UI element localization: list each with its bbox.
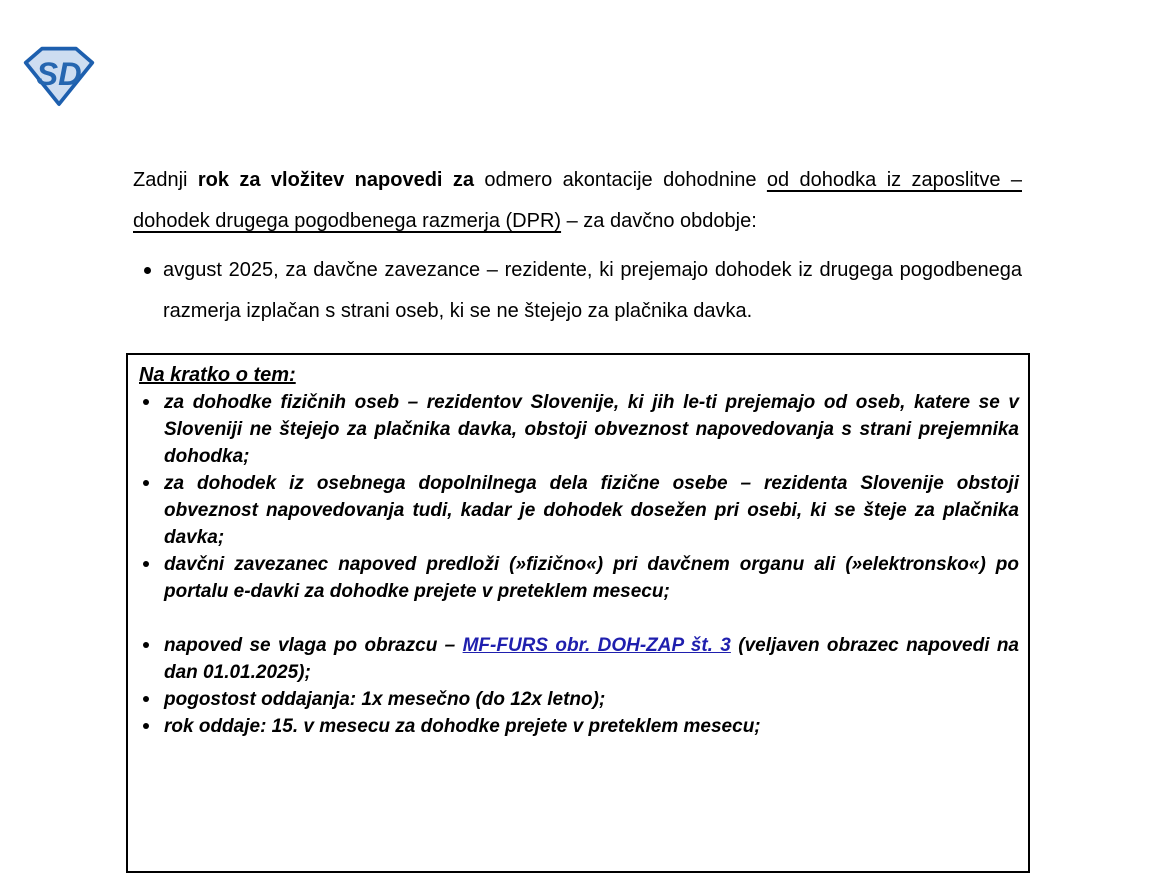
logo-letters: SD — [36, 55, 82, 92]
intro-seg-5: – za davčno obdobje: — [561, 210, 757, 232]
intro-seg-3: odmero akontacije dohodnine — [474, 169, 767, 191]
bullet-icon — [143, 399, 149, 405]
bullet-icon — [143, 723, 149, 729]
list-item — [139, 686, 1019, 713]
list-item-text: za dohodke fizičnih oseb – rezidentov Slovenije, ki jih le-ti prejemajo od oseb, katere se v Sloveniji ne štejejo za plačnika davka, obstoji obveznost napovedovanja s strani prejemnika dohodka; — [164, 392, 1019, 467]
list-item-avgust-2025 — [133, 250, 1022, 332]
list-item-text: pogostost oddajanja: 1x mesečno (do 12x letno); — [164, 689, 606, 710]
list-item-text: rok oddaje: 15. v mesecu za dohodke prejete v preteklem mesecu; — [164, 716, 761, 737]
list-item-text: za dohodek iz osebnega dopolnilnega dela fizične osebe – rezidenta Slovenije obstoji obveznost napovedovanja tudi, kadar je dohodek dosežen pri osebi, ki se šteje za plačnika davka; — [164, 473, 1019, 548]
bullet-icon — [143, 561, 149, 567]
main-content — [133, 160, 1022, 332]
list-item-text — [164, 632, 1019, 686]
list-item — [139, 713, 1019, 740]
bullet-icon — [143, 480, 149, 486]
bullet-icon — [144, 267, 151, 274]
list-item-text: davčni zavezanec napoved predloži (»fizično«) pri davčnem organu ali (»elektronsko«) po portalu e-davki za dohodke prejete v preteklem mesecu; — [164, 554, 1019, 602]
list-item-text: avgust 2025, za davčne zavezance – rezidente, ki prejemajo dohodek iz drugega pogodbenega razmerja izplačan s strani oseb, ki se ne štejejo za plačnika davka. — [163, 259, 1022, 322]
blank-line — [139, 605, 1019, 632]
summary-box — [126, 353, 1030, 873]
list-item — [139, 470, 1019, 551]
list-item — [139, 389, 1019, 470]
intro-seg-underlined: od dohodka iz zaposlitve – dohodek drugega pogodbenega razmerja (DPR) — [133, 169, 1022, 232]
sd-shield-logo — [22, 44, 96, 108]
bullet-icon — [143, 642, 149, 648]
form-text-post: (veljaven obrazec napovedi na dan 01.01.2025); — [164, 635, 1019, 683]
list-item — [139, 551, 1019, 605]
bullet-icon — [143, 696, 149, 702]
form-text-pre: napoved se vlaga po obrazcu – — [164, 635, 463, 656]
intro-seg-bold: rok za vložitev napovedi za — [197, 169, 474, 191]
intro-paragraph — [133, 160, 1022, 242]
doh-zap-form-link[interactable]: MF-FURS obr. DOH-ZAP št. 3 — [462, 635, 731, 656]
intro-seg-1: Zadnji — [133, 169, 198, 191]
box-title: Na kratko o tem: — [139, 364, 296, 386]
list-item-form — [139, 632, 1019, 686]
